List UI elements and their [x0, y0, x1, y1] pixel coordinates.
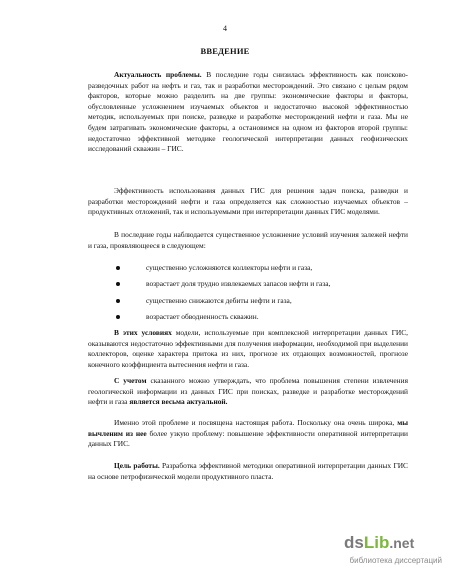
paragraph-efficiency: Эффективность использования данных ГИС для решения задач поиска, разведки и разработки месторождений нефти и газа определяется как сложностью изучаемых объектов – продуктивных отложений, так и используемыми при интерпретации данных ГИС моделями. [88, 186, 408, 217]
relevance-text: В последние годы снизилась эффективность как поисково-разведочных работ на нефть и газ, так и разработки месторождений. Это связано с целым рядом факторов, которые можно разделить на две группы: экономические факторы и факторы, обусловленные усложнением изучаемых объектов и недостаточно высокой эффективностью методик, используемых при поиске, разведке и разработке месторождений нефти и газа. Мы не будем затрагивать экономические факторы, а остановимся на одном из факторов второй группы: недостаточно эффективной методике геологической интерпретации данных геофизических исследований скважин – ГИС. [88, 70, 408, 154]
goal-label: Цель работы. [114, 461, 160, 470]
bullet-icon [116, 299, 120, 303]
bullet-icon [116, 282, 120, 286]
list-item: возрастает доля трудно извлекаемых запасов нефти и газа, [116, 279, 396, 295]
list-item: существенно усложняются коллекторы нефти и газа, [116, 263, 396, 279]
dslib-logo: dsLib.net [344, 533, 415, 552]
complication-list [116, 263, 396, 329]
list-item: возрастает обводненность скважин. [116, 312, 396, 328]
paragraph-conclusion-emphasis: является весьма актуальной. [129, 397, 228, 407]
paragraph-conclusion-text: сказанного можно утверждать, что проблема повышения степени извлечения геологической информации из данных ГИС при поисках, разведке и разработке месторождений нефти и газа [88, 376, 408, 407]
bullet-icon [116, 315, 120, 319]
paragraph-narrow-rest: более узкую проблему: повышение эффективности оперативной интерпретации данных ГИС. [88, 428, 408, 449]
paragraph-narrow-lead: мы вычленим из нее [88, 418, 408, 438]
page-number: 4 [223, 24, 227, 33]
paragraph-conclusion [88, 376, 408, 408]
page-title: ВВЕДЕНИЕ [200, 46, 250, 56]
goal-text: Разработка эффективной методики оперативной интерпретации данных ГИС на основе петрофизической модели продуктивного пласта. [88, 461, 408, 481]
paragraph-models-lead: В этих условиях [114, 328, 172, 337]
paragraph-models-text: модели, используемые при комплексной интерпретации данных ГИС, оказываются недостаточно эффективными для получения информации, необходимой при выделении коллекторов, оценке характера притока из них, прогнозе их отдающих возможностей, прогнозе конечного коэффициента вытеснения нефти и газа. [88, 328, 408, 369]
paragraph-conclusion-lead: С учетом [114, 376, 147, 385]
paragraph-narrow-problem [88, 418, 408, 450]
paragraph-complication: В последние годы наблюдается существенное усложнение условий изучения залежей нефти и газа, проявляющееся в следующем: [88, 230, 408, 250]
paragraph-narrow-text: Именно этой проблеме и посвящена настоящая работа. Поскольку она очень широка, [114, 418, 395, 427]
paragraph-goal [88, 461, 408, 482]
bullet-icon [116, 266, 120, 270]
paragraph-relevance [88, 70, 408, 155]
relevance-label: Актуальность проблемы. [114, 70, 202, 79]
paragraph-models [88, 328, 408, 370]
dslib-subtitle: библиотека диссертаций [349, 556, 442, 565]
list-item: существенно снижаются дебиты нефти и газа, [116, 296, 396, 312]
